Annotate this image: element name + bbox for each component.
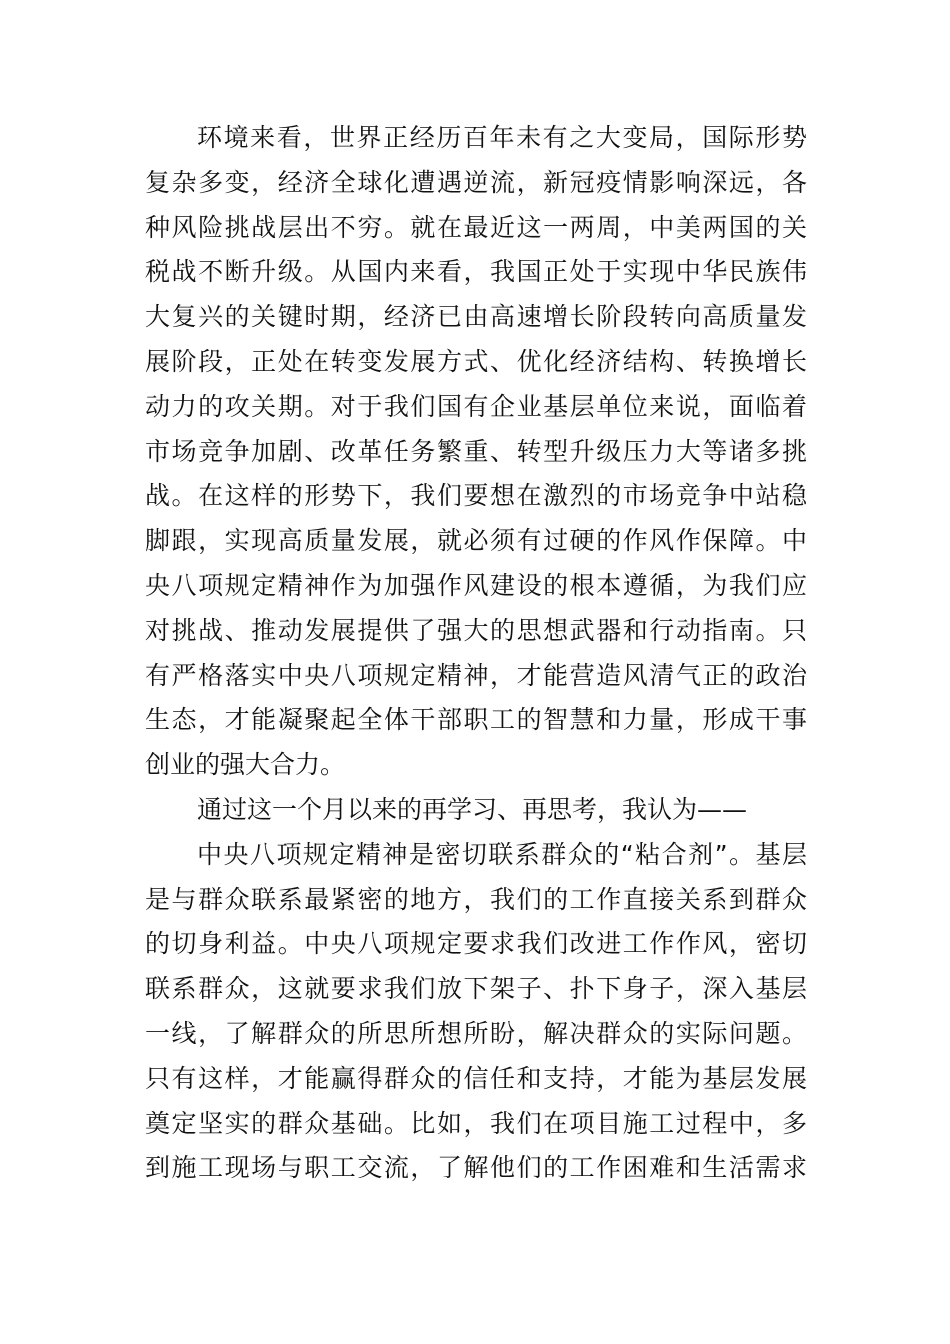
text-line: 动力的攻关期。对于我们国有企业基层单位来说，面临着	[145, 391, 807, 421]
text-line: 对挑战、推动发展提供了强大的思想武器和行动指南。只	[145, 615, 807, 645]
text-line: 通过这一个月以来的再学习、再思考，我认为——	[197, 794, 748, 824]
text-line: 复杂多变，经济全球化遭遇逆流，新冠疫情影响深远，各	[145, 167, 807, 197]
text-line: 一线，了解群众的所思所想所盼，解决群众的实际问题。	[145, 1018, 807, 1048]
document-body	[145, 116, 807, 1191]
text-line: 市场竞争加剧、改革任务繁重、转型升级压力大等诸多挑	[145, 436, 807, 466]
text-line: 到施工现场与职工交流，了解他们的工作困难和生活需求	[145, 1153, 807, 1183]
text-line: 中央八项规定精神是密切联系群众的“粘合剂”。基层	[197, 839, 807, 869]
text-line: 生态，才能凝聚起全体干部职工的智慧和力量，形成干事	[145, 705, 807, 735]
text-line: 脚跟，实现高质量发展，就必须有过硬的作风作保障。中	[145, 526, 807, 556]
text-line: 奠定坚实的群众基础。比如，我们在项目施工过程中，多	[145, 1108, 807, 1138]
text-line: 联系群众，这就要求我们放下架子、扑下身子，深入基层	[145, 974, 807, 1004]
text-line: 创业的强大合力。	[145, 750, 346, 780]
text-line: 展阶段，正处在转变发展方式、优化经济结构、转换增长	[145, 346, 807, 376]
text-line: 央八项规定精神作为加强作风建设的根本遵循，为我们应	[145, 570, 807, 600]
text-line: 大复兴的关键时期，经济已由高速增长阶段转向高质量发	[145, 302, 807, 332]
text-line: 战。在这样的形势下，我们要想在激烈的市场竞争中站稳	[145, 481, 807, 511]
text-line: 种风险挑战层出不穷。就在最近这一两周，中美两国的关	[145, 212, 807, 242]
text-line: 环境来看，世界正经历百年未有之大变局，国际形势	[197, 123, 807, 152]
text-line: 只有这样，才能赢得群众的信任和支持，才能为基层发展	[145, 1063, 807, 1093]
text-line: 的切身利益。中央八项规定要求我们改进工作作风，密切	[145, 929, 807, 959]
text-line: 税战不断升级。从国内来看，我国正处于实现中华民族伟	[145, 257, 807, 287]
text-line: 是与群众联系最紧密的地方，我们的工作直接关系到群众	[145, 884, 807, 914]
text-line: 有严格落实中央八项规定精神，才能营造风清气正的政治	[145, 660, 807, 690]
